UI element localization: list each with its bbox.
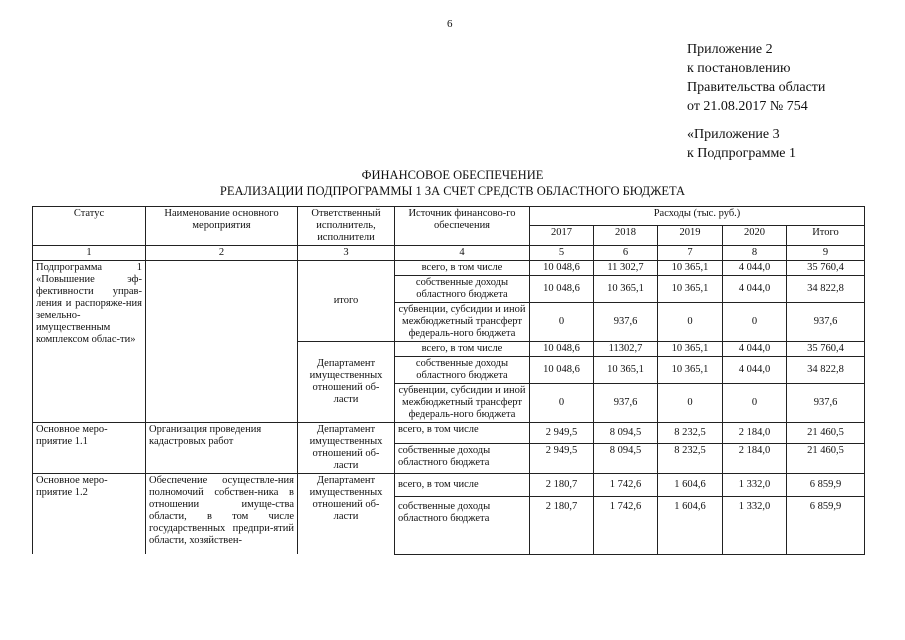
value-cell: 0 — [658, 303, 723, 342]
column-number: 9 — [787, 246, 865, 261]
source-cell: всего, в том числе — [395, 474, 530, 497]
value-cell: 11302,7 — [594, 342, 658, 357]
value-cell: 6 859,9 — [787, 497, 865, 555]
table-row — [33, 423, 865, 444]
value-cell: 4 044,0 — [723, 342, 787, 357]
table-row — [33, 261, 865, 276]
header-expenses: Расходы (тыс. руб.) — [530, 207, 865, 226]
status-cell: Основное меро-приятие 1.1 — [33, 423, 146, 474]
value-cell: 10 365,1 — [658, 342, 723, 357]
value-cell: 10 048,6 — [530, 342, 594, 357]
column-number: 4 — [395, 246, 530, 261]
value-cell: 2 949,5 — [530, 444, 594, 474]
executor-cell: Департамент имущественных отношений об-ласти — [298, 342, 395, 423]
value-cell: 8 094,5 — [594, 423, 658, 444]
value-cell: 34 822,8 — [787, 357, 865, 384]
value-cell: 1 604,6 — [658, 474, 723, 497]
header-status: Статус — [33, 207, 146, 246]
column-number: 5 — [530, 246, 594, 261]
value-cell: 0 — [530, 303, 594, 342]
source-cell: собственные доходы областного бюджета — [395, 497, 530, 555]
value-cell: 1 604,6 — [658, 497, 723, 555]
executor-cell: итого — [298, 261, 395, 342]
source-cell: собственные доходы областного бюджета — [395, 444, 530, 474]
value-cell: 8 232,5 — [658, 423, 723, 444]
value-cell: 35 760,4 — [787, 342, 865, 357]
source-cell: собственные доходы областного бюджета — [395, 276, 530, 303]
value-cell: 1 742,6 — [594, 474, 658, 497]
value-cell: 10 365,1 — [658, 276, 723, 303]
appendix-line: Приложение 2 — [687, 42, 773, 57]
executor-cell: Департамент имущественных отношений об-ласти — [298, 474, 395, 555]
value-cell: 1 332,0 — [723, 474, 787, 497]
header-executor: Ответственный исполнитель, исполнители — [298, 207, 395, 246]
column-numbers-row — [33, 246, 865, 261]
header-year: 2019 — [658, 225, 723, 245]
value-cell: 4 044,0 — [723, 261, 787, 276]
appendix-line: от 21.08.2017 № 754 — [687, 99, 808, 114]
column-number: 3 — [298, 246, 395, 261]
source-cell: всего, в том числе — [395, 261, 530, 276]
value-cell: 35 760,4 — [787, 261, 865, 276]
header-total: Итого — [787, 225, 865, 245]
value-cell: 0 — [658, 384, 723, 423]
value-cell: 0 — [530, 384, 594, 423]
value-cell: 937,6 — [787, 303, 865, 342]
document-title: ФИНАНСОВОЕ ОБЕСПЕЧЕНИЕ — [361, 168, 544, 182]
value-cell: 2 180,7 — [530, 474, 594, 497]
value-cell: 937,6 — [594, 303, 658, 342]
value-cell: 10 048,6 — [530, 357, 594, 384]
source-cell: собственные доходы областного бюджета — [395, 357, 530, 384]
value-cell: 2 184,0 — [723, 423, 787, 444]
table-row — [33, 474, 865, 497]
value-cell: 21 460,5 — [787, 423, 865, 444]
column-number: 7 — [658, 246, 723, 261]
value-cell: 10 365,1 — [594, 276, 658, 303]
appendix-line: к Подпрограмме 1 — [687, 146, 797, 161]
value-cell: 4 044,0 — [723, 357, 787, 384]
header-row — [33, 207, 865, 226]
status-cell: Основное меро-приятие 1.2 — [33, 474, 146, 555]
value-cell: 1 742,6 — [594, 497, 658, 555]
value-cell: 0 — [723, 384, 787, 423]
source-cell: всего, в том числе — [395, 423, 530, 444]
appendix-line: к постановлению — [687, 61, 791, 76]
value-cell: 2 184,0 — [723, 444, 787, 474]
value-cell: 937,6 — [594, 384, 658, 423]
financing-table — [32, 206, 865, 555]
value-cell: 10 365,1 — [658, 357, 723, 384]
header-year: 2020 — [723, 225, 787, 245]
header-year: 2018 — [594, 225, 658, 245]
column-number: 2 — [146, 246, 298, 261]
value-cell: 10 048,6 — [530, 261, 594, 276]
header-name: Наименование основного мероприятия — [146, 207, 298, 246]
status-cell: Подпрограмма 1 «Повышение эф-фективности управ-ления и распоряже-ния земельно-имущественным комплексом облас-ти» — [33, 261, 146, 423]
column-number: 8 — [723, 246, 787, 261]
name-cell — [146, 261, 298, 423]
page-number: 6 — [447, 18, 453, 30]
value-cell: 2 949,5 — [530, 423, 594, 444]
value-cell: 10 365,1 — [658, 261, 723, 276]
value-cell: 2 180,7 — [530, 497, 594, 555]
value-cell: 0 — [723, 303, 787, 342]
name-cell: Организация проведения кадастровых работ — [146, 423, 298, 474]
name-cell: Обеспечение осуществле-ния полномочий собствен-ника в отношении имуще-ства области, в том числе государственных предпри-ятий области, хозяйствен- — [146, 474, 298, 555]
value-cell: 11 302,7 — [594, 261, 658, 276]
header-source: Источник финансово-го обеспечения — [395, 207, 530, 246]
column-number: 1 — [33, 246, 146, 261]
appendix-line: «Приложение 3 — [687, 127, 780, 142]
appendix-note — [687, 40, 825, 163]
value-cell: 8 232,5 — [658, 444, 723, 474]
value-cell: 937,6 — [787, 384, 865, 423]
value-cell: 10 048,6 — [530, 276, 594, 303]
value-cell: 6 859,9 — [787, 474, 865, 497]
value-cell: 8 094,5 — [594, 444, 658, 474]
source-cell: субвенции, субсидии и иной межбюджетный трансферт федераль-ного бюджета — [395, 384, 530, 423]
executor-cell: Департамент имущественных отношений об-ласти — [298, 423, 395, 474]
value-cell: 4 044,0 — [723, 276, 787, 303]
header-year: 2017 — [530, 225, 594, 245]
document-subtitle: РЕАЛИЗАЦИИ ПОДПРОГРАММЫ 1 ЗА СЧЕТ СРЕДСТВ ОБЛАСТНОГО БЮДЖЕТА — [219, 184, 686, 198]
appendix-line: Правительства области — [687, 80, 826, 95]
value-cell: 1 332,0 — [723, 497, 787, 555]
value-cell: 34 822,8 — [787, 276, 865, 303]
value-cell: 10 365,1 — [594, 357, 658, 384]
column-number: 6 — [594, 246, 658, 261]
source-cell: всего, в том числе — [395, 342, 530, 357]
source-cell: субвенции, субсидии и иной межбюджетный трансферт федераль-ного бюджета — [395, 303, 530, 342]
value-cell: 21 460,5 — [787, 444, 865, 474]
